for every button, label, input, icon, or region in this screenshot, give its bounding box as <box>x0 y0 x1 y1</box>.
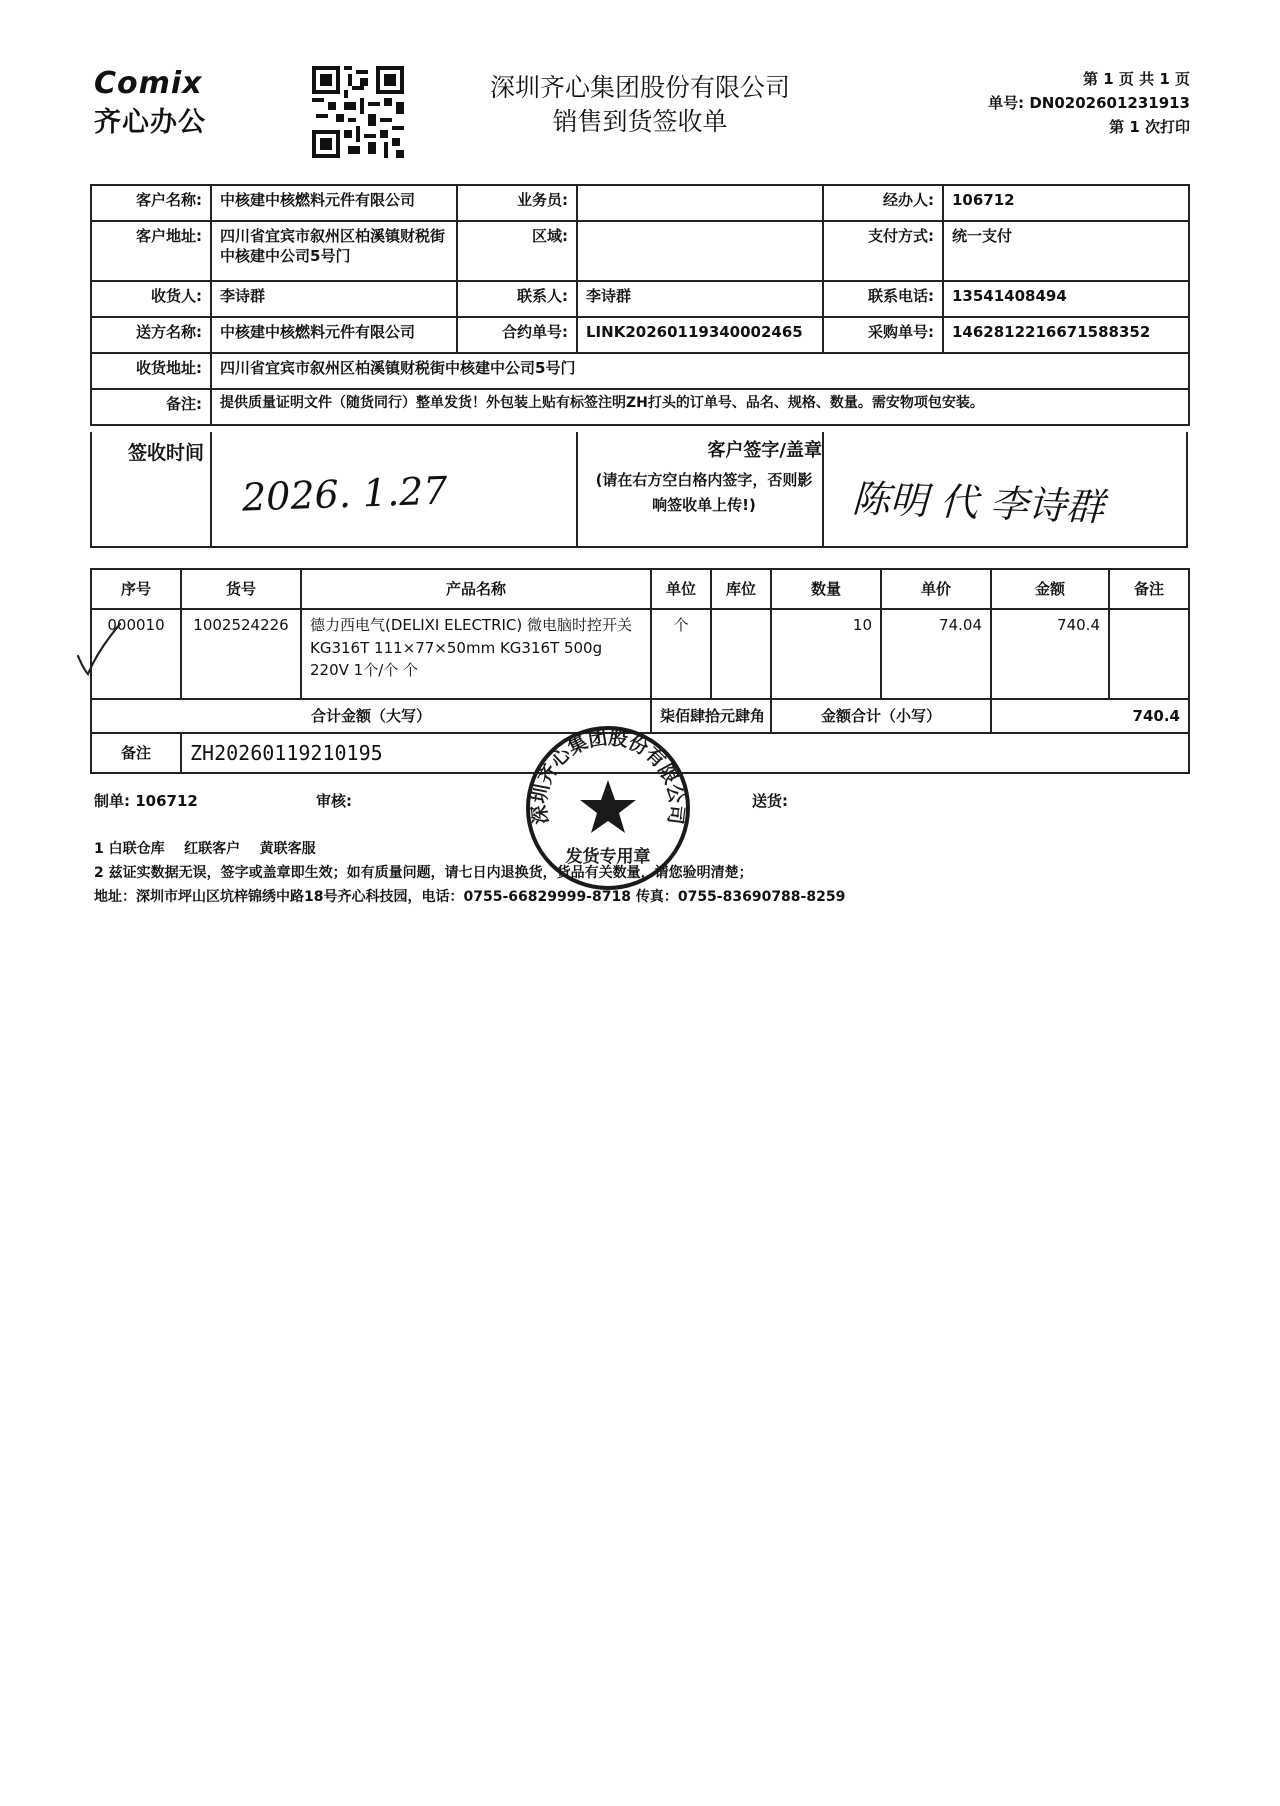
order-number-value: DN0202601231913 <box>1029 94 1190 112</box>
contract-number: LINK20260119340002465 <box>577 317 823 353</box>
deliver-label: 送货: <box>752 792 788 810</box>
svg-text:发货专用章: 发货专用章 <box>565 847 651 867</box>
items-remark: ZH20260119210195 <box>181 733 1189 773</box>
item-unit: 个 <box>651 609 711 699</box>
handwritten-signature: 陈明 代 李诗群 <box>851 476 1105 530</box>
salesperson <box>577 185 823 221</box>
customer-sign-label-cell <box>578 432 824 546</box>
payment-label: 支付方式: <box>823 221 943 281</box>
payment-method: 统一支付 <box>943 221 1189 281</box>
header-seq: 序号 <box>91 569 181 609</box>
signature-area <box>90 432 1188 548</box>
order-number-label: 单号: <box>988 94 1025 112</box>
customer-address: 四川省宜宾市叙州区柏溪镇财税街中核建中公司5号门 <box>211 221 457 281</box>
item-amount: 740.4 <box>991 609 1109 699</box>
item-quantity: 10 <box>771 609 881 699</box>
qr-code-icon <box>312 66 404 158</box>
phone-label: 联系电话: <box>823 281 943 317</box>
delivery-address-label: 收货地址: <box>91 353 211 389</box>
document-title: 销售到货签收单 <box>552 107 728 136</box>
company-name: 深圳齐心集团股份有限公司 <box>489 73 790 102</box>
company-address: 地址：深圳市坪山区坑梓锦绣中路18号齐心科技园，电话：0755-66829999-8718 传真：0755-83690788-8259 <box>94 889 846 905</box>
ship-to-label: 送方名称: <box>91 317 211 353</box>
contact: 李诗群 <box>577 281 823 317</box>
table-row <box>91 609 1189 699</box>
header-amount: 金额 <box>991 569 1109 609</box>
purchase-label: 采购单号: <box>823 317 943 353</box>
phone: 13541408494 <box>943 281 1189 317</box>
svg-text:深圳齐心集团股份有限公司: 深圳齐心集团股份有限公司 <box>528 726 688 826</box>
customer-name: 中核建中核燃料元件有限公司 <box>211 185 457 221</box>
customer-sign-note: (请在右方空白格内签字，否则影响签收单上传!) <box>595 471 813 514</box>
total-upper: 柒佰肆拾元肆角 <box>651 699 771 733</box>
handler: 106712 <box>943 185 1189 221</box>
company-seal-stamp <box>522 722 694 894</box>
logo-chinese: 齐心办公 <box>94 107 206 138</box>
maker-label: 制单: <box>94 792 130 810</box>
customer-address-label: 客户地址: <box>91 221 211 281</box>
header-location: 库位 <box>711 569 771 609</box>
page-info: 第 1 页 共 1 页 <box>1083 70 1190 88</box>
item-unit-price: 74.04 <box>881 609 991 699</box>
item-location <box>711 609 771 699</box>
salesperson-label: 业务员: <box>457 185 577 221</box>
sign-time-label-cell <box>92 432 212 546</box>
ship-to: 中核建中核燃料元件有限公司 <box>211 317 457 353</box>
header-product-name: 产品名称 <box>301 569 651 609</box>
header-note: 备注 <box>1109 569 1189 609</box>
customer-sign-label: 客户签字/盖章 <box>707 440 822 461</box>
items-remark-label: 备注 <box>91 733 181 773</box>
remark: 提供质量证明文件（随货同行）整单发货！外包装上贴有标签注明ZH打头的订单号、品名、规格、数量。需安物项包安装。 <box>211 389 1189 425</box>
copy-distribution-note: 1 白联仓库 红联客户 黄联客服 <box>94 841 316 857</box>
item-product-name: 德力西电气(DELIXI ELECTRIC) 微电脑时控开关 KG316T 111×77×50mm KG316T 500g 220V 1个/个 个 <box>301 609 651 699</box>
item-note <box>1109 609 1189 699</box>
receiver-label: 收货人: <box>91 281 211 317</box>
checkmark-icon <box>74 620 124 676</box>
customer-name-label: 客户名称: <box>91 185 211 221</box>
header-unit: 单位 <box>651 569 711 609</box>
logo-english: Comix <box>94 66 203 101</box>
review-label: 审核: <box>316 792 352 810</box>
region <box>577 221 823 281</box>
item-sku: 1002524226 <box>181 609 301 699</box>
receiver: 李诗群 <box>211 281 457 317</box>
item-seq: 000010 <box>91 609 181 699</box>
total-upper-label: 合计金额（大写） <box>91 699 651 733</box>
total-lower-label: 金额合计（小写） <box>771 699 991 733</box>
handler-label: 经办人: <box>823 185 943 221</box>
print-count: 第 1 次打印 <box>1109 118 1190 136</box>
contact-label: 联系人: <box>457 281 577 317</box>
header-sku: 货号 <box>181 569 301 609</box>
order-number <box>930 92 1190 113</box>
maker-value: 106712 <box>135 792 198 810</box>
contract-label: 合约单号: <box>457 317 577 353</box>
maker <box>94 790 198 811</box>
delivery-address: 四川省宜宾市叙州区柏溪镇财税街中核建中公司5号门 <box>211 353 1189 389</box>
remark-label: 备注: <box>91 389 211 425</box>
customer-info-table <box>90 184 1190 426</box>
handwritten-date: 2026. 1.27 <box>241 468 449 520</box>
header-quantity: 数量 <box>771 569 881 609</box>
header-unit-price: 单价 <box>881 569 991 609</box>
sign-time-label: 签收时间 <box>128 442 205 464</box>
total-lower: 740.4 <box>991 699 1189 733</box>
purchase-number: 1462812216671588352 <box>943 317 1189 353</box>
validity-note: 2 兹证实数据无误，签字或盖章即生效；如有质量问题，请七日内退换货，货品有关数量，请您验明清楚； <box>94 865 753 881</box>
sign-date-cell <box>212 432 578 546</box>
region-label: 区域: <box>457 221 577 281</box>
